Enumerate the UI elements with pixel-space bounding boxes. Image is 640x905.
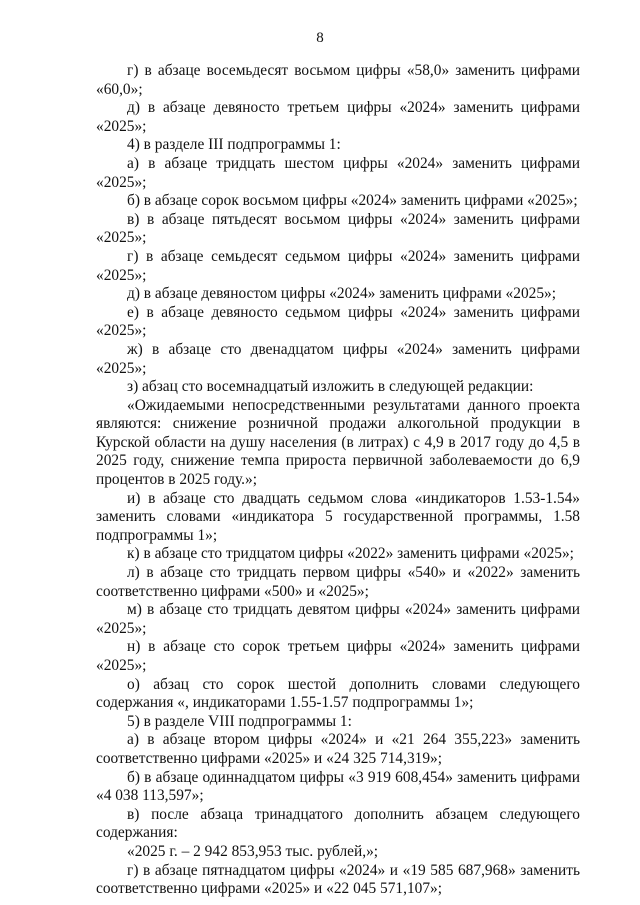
text-line: л) в абзаце сто тридцать первом цифры «540» и «2022» заменить <box>127 564 580 582</box>
text-line: в) в абзаце пятьдесят восьмом цифры «2024» заменить цифрами <box>127 210 580 228</box>
text-line: г) в абзаце восемьдесят восьмом цифры «58,0» заменить цифрами <box>127 62 580 79</box>
text-line: «2025»; <box>96 657 147 674</box>
text-line: 2025 году, снижение темпа прироста первичной заболеваемости до 6,9 <box>96 452 580 470</box>
text-line: «2025»; <box>96 359 147 377</box>
text-line: «60,0»; <box>96 80 143 98</box>
text-line: б) в абзаце сорок восьмом цифры «2024» заменить цифрами «2025»; <box>127 192 578 210</box>
text-line: «2025 г. – 2 942 853,953 тыс. рублей,»; <box>127 842 379 860</box>
text-line: г) в абзаце семьдесят седьмом цифры «2024» заменить цифрами <box>127 247 580 265</box>
text-line: н) в абзаце сто сорок третьем цифры «2024» заменить цифрами <box>127 638 580 656</box>
text-line: а) в абзаце тридцать шестом цифры «2024» заменить цифрами <box>127 154 580 172</box>
text-line: «2025»; <box>96 619 147 637</box>
text-line: содержания «, индикаторами 1.55-1.57 подпрограммы 1»; <box>96 694 474 712</box>
text-line: б) в абзаце одиннадцатом цифры «3 919 608,454» заменить цифрами <box>127 768 580 786</box>
text-line: соответственно цифрами «2025» и «22 045 571,107»; <box>96 880 443 898</box>
text-line: и) в абзаце сто двадцать седьмом слова «индикаторов 1.53-1.54» <box>127 489 580 507</box>
text-line: процентов в 2025 году.»; <box>96 471 257 489</box>
text-line: д) в абзаце девяносто третьем цифры «2024» заменить цифрами <box>127 99 580 117</box>
text-line: соответственно цифрами «500» и «2025»; <box>96 582 369 600</box>
text-line: содержания: <box>96 824 178 842</box>
text-line: «Ожидаемыми непосредственными результатами данного проекта <box>127 396 580 414</box>
text-line: о) абзац сто сорок шестой дополнить словами следующего <box>127 675 580 693</box>
text-line: являются: снижение розничной продажи алкогольной продукции в <box>96 415 580 433</box>
text-line: д) в абзаце девяностом цифры «2024» заменить цифрами «2025»; <box>127 285 557 303</box>
text-line: соответственно цифрами «2025» и «24 325 714,319»; <box>96 749 443 767</box>
text-line: 5) в разделе VIII подпрограммы 1: <box>127 712 352 730</box>
text-line: ж) в абзаце сто двенадцатом цифры «2024» заменить цифрами <box>127 340 580 358</box>
text-line: «4 038 113,597»; <box>96 787 204 805</box>
text-line: заменить словами «индикатора 5 государственной программы, 1.58 <box>96 508 580 526</box>
text-line: «2025»; <box>96 117 147 135</box>
text-line: е) в абзаце девяносто седьмом цифры «2024» заменить цифрами <box>127 303 580 321</box>
text-line: г) в абзаце пятнадцатом цифры «2024» и «19 585 687,968» заменить <box>127 861 580 879</box>
text-line: Курской области на душу населения (в литрах) с 4,9 в 2017 году до 4,5 в <box>96 433 580 451</box>
text-line: «2025»; <box>96 173 147 191</box>
text-line: «2025»; <box>96 322 147 340</box>
text-line: в) после абзаца тринадцатого дополнить абзацем следующего <box>127 805 580 823</box>
text-line: «2025»; <box>96 266 147 284</box>
text-line: а) в абзаце втором цифры «2024» и «21 264 355,223» заменить <box>127 731 580 749</box>
page-number: 8 <box>316 30 324 46</box>
text-line: м) в абзаце сто тридцать девятом цифры «2024» заменить цифрами <box>127 601 580 619</box>
text-line: к) в абзаце сто тридцатом цифры «2022» заменить цифрами «2025»; <box>127 545 574 563</box>
text-line: 4) в разделе III подпрограммы 1: <box>127 136 341 154</box>
text-line: подпрограммы 1»; <box>96 526 218 544</box>
text-line: «2025»; <box>96 229 147 247</box>
document-body <box>96 62 580 899</box>
text-line: з) абзац сто восемнадцатый изложить в следующей редакции: <box>127 378 534 396</box>
